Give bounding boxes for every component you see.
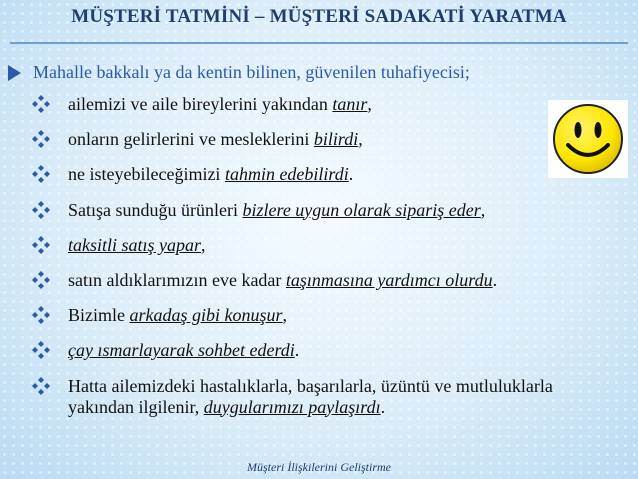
slide-footer: Müşteri İlişkilerini Geliştirme [247, 460, 391, 474]
list-item [32, 235, 592, 256]
item-punct: . [380, 396, 386, 417]
smiley-image [548, 100, 628, 178]
list-item [32, 340, 592, 361]
list-item [32, 94, 592, 115]
item-punct: . [348, 164, 354, 185]
list-item [32, 305, 592, 326]
diamond-bullet-icon [32, 130, 50, 148]
item-highlight: tanır [332, 94, 368, 114]
item-punct: , [358, 129, 363, 150]
item-punct: , [367, 94, 372, 114]
smiley-face-icon [552, 103, 624, 175]
item-highlight: bizlere uygun olarak sipariş eder [242, 199, 481, 220]
list-item [32, 270, 592, 291]
item-punct: . [294, 340, 300, 361]
diamond-bullet-icon [32, 165, 50, 183]
item-text: satın aldıklarımızın eve kadar [68, 269, 286, 290]
item-highlight: çay ısmarlayarak sohbet ederdi [68, 340, 295, 361]
diamond-bullet-icon [32, 377, 50, 395]
diamond-bullet-icon [32, 306, 50, 324]
item-text: Bizimle [68, 305, 130, 326]
item-highlight: bilirdi [313, 129, 359, 150]
item-highlight: taksitli satış yapar [68, 234, 202, 255]
arrow-bullet-icon [8, 65, 21, 81]
item-text: Satışa sunduğu ürünleri [68, 199, 243, 220]
item-text: Hatta ailemizdeki hastalıklarla, başarılarla, üzüntü ve mutluluklarla yakından ilgilenir, [68, 375, 553, 417]
item-punct: , [282, 305, 287, 326]
diamond-bullet-icon [32, 95, 50, 113]
item-highlight: arkadaş gibi konuşur [129, 305, 283, 326]
item-punct: , [480, 199, 486, 220]
list-item [32, 200, 592, 221]
item-text: ne isteyebileceğimizi [68, 164, 225, 185]
item-punct: , [201, 234, 206, 255]
list-item [32, 376, 592, 418]
item-highlight: duygularımızı paylaşırdı [203, 396, 381, 417]
diamond-bullet-icon [32, 236, 50, 254]
diamond-bullet-icon [32, 271, 50, 289]
diamond-bullet-icon [32, 201, 50, 219]
bullet-list [32, 94, 592, 432]
item-highlight: taşınmasına yardımcı olurdu [285, 269, 493, 290]
list-item [32, 129, 592, 150]
item-punct: . [492, 269, 498, 290]
item-text: ailemizi ve aile bireylerini yakından [68, 94, 333, 114]
intro-line [8, 62, 470, 83]
slide-title: MÜŞTERİ TATMİNİ – MÜŞTERİ SADAKATİ YARATMA [71, 6, 567, 27]
list-item [32, 164, 592, 185]
item-highlight: tahmin edebilirdi [224, 164, 349, 185]
diamond-bullet-icon [32, 341, 50, 359]
title-divider [10, 42, 628, 44]
item-text: onların gelirlerini ve mesleklerini [68, 129, 314, 150]
intro-text: Mahalle bakkalı ya da kentin bilinen, güvenilen tuhafiyecisi; [33, 62, 470, 82]
